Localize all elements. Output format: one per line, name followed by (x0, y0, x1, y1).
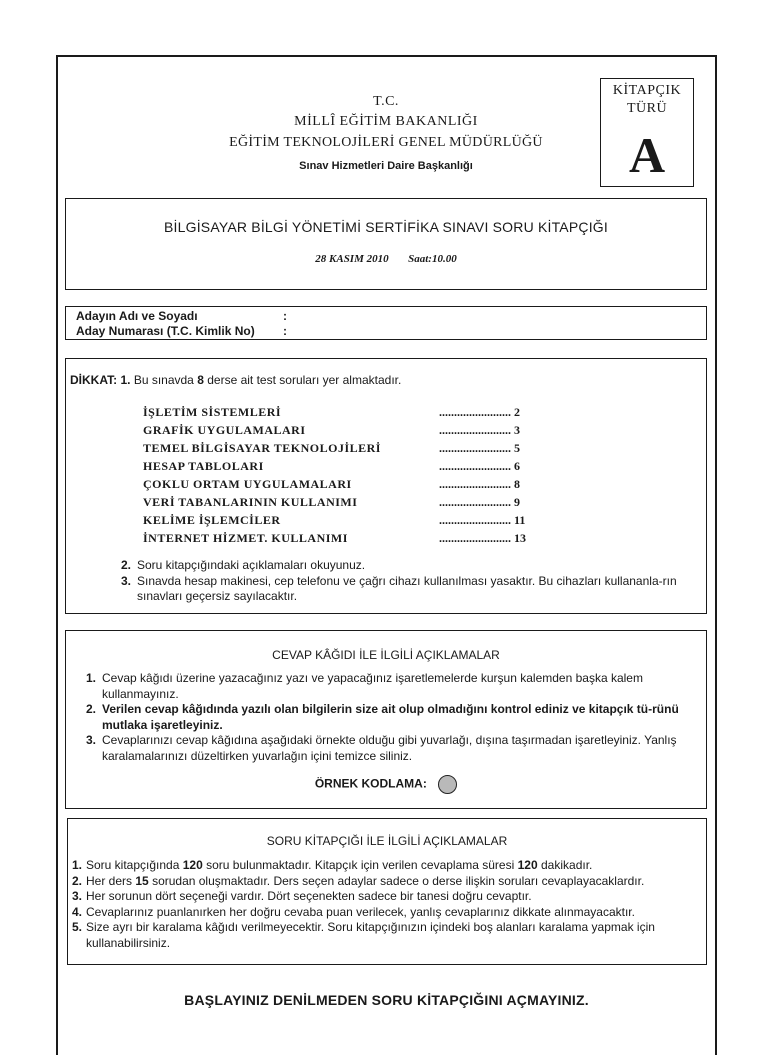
example-coding (66, 775, 706, 794)
footer-warning: BAŞLAYINIZ DENİLMEDEN SORU KİTAPÇIĞINI AÇMAYINIZ. (184, 992, 589, 1008)
directorate-name: EĞİTİM TEKNOLOJİLERİ GENEL MÜDÜRLÜĞÜ (229, 135, 543, 150)
answer-sheet-list (86, 671, 696, 764)
header (160, 92, 612, 179)
list-item: 2. Verilen cevap kâğıdında yazılı olan bilgilerin size ait olup olmadığını kontrol ediniz ve kitapçık tü-rünü mutlaka işaretleyiniz. (86, 702, 679, 732)
example-coding-label: ÖRNEK KODLAMA: (314, 776, 427, 791)
tc-label: T.C. (373, 94, 399, 109)
dikkat-note: 2. Soru kitapçığındaki açıklamaları okuyunuz. (121, 558, 366, 572)
exam-time: Saat:10.00 (408, 253, 457, 265)
dikkat-box (65, 358, 707, 614)
answer-sheet-box (65, 630, 707, 809)
candidate-info-box (65, 306, 707, 340)
dikkat-note: 3. Sınavda hesap makinesi, cep telefonu ve çağrı cihazı kullanılması yasaktır. Bu cihazları kullananla-rın sınavları geçersiz sayılacaktır. (121, 573, 677, 603)
exam-title: BİLGİSAYAR BİLGİ YÖNETİMİ SERTİFİKA SINAVI SORU KİTAPÇIĞI (164, 219, 608, 235)
dikkat-item1-num: 1. (120, 373, 131, 387)
question-booklet-title: SORU KİTAPÇIĞI İLE İLGİLİ AÇIKLAMALAR (266, 834, 508, 848)
candidate-number-label: Aday Numarası (T.C. Kimlik No) (76, 324, 255, 338)
subject-row: KELİME İŞLEMCİLER ........................ 11 (143, 513, 526, 527)
list-item: 1. Soru kitapçığında 120 soru bulunmaktadır. Kitapçık için verilen cevaplama süresi 120 dakikadır. (72, 858, 593, 872)
dikkat-label: DİKKAT: (70, 373, 118, 387)
exam-date-time (66, 253, 706, 265)
subject-row: İNTERNET HİZMET. KULLANIMI ........................ 13 (143, 531, 526, 545)
subject-row: VERİ TABANLARININ KULLANIMI ........................ 9 (143, 495, 520, 509)
dikkat-notes (121, 558, 701, 605)
list-item: 2. Her ders 15 sorudan oluşmaktadır. Ders seçen adaylar sadece o derse ilişkin soruları cevaplayacaklardır. (72, 873, 645, 888)
exam-date: 28 KASIM 2010 (315, 253, 389, 265)
candidate-name-row (76, 308, 696, 324)
answer-sheet-title: CEVAP KÂĞIDI İLE İLGİLİ AÇIKLAMALAR (272, 648, 500, 662)
candidate-name-colon: : (283, 309, 287, 323)
booklet-type-letter: A (628, 127, 666, 183)
exam-title-box (65, 198, 707, 290)
subject-count: 8 (197, 373, 204, 387)
list-item: 3. Her sorunun dört seçeneği vardır. Dört seçenekten sadece bir tanesi doğru cevaptır. (72, 889, 532, 903)
ministry-name: MİLLÎ EĞİTİM BAKANLIĞI (294, 114, 478, 129)
candidate-name-label: Adayın Adı ve Soyadı (76, 309, 198, 323)
subject-row: GRAFİK UYGULAMALARI ........................ 3 (143, 423, 520, 437)
booklet-type-label: KİTAPÇIK TÜRÜ (612, 83, 682, 116)
candidate-number-colon: : (283, 324, 287, 338)
list-item: 5. Size ayrı bir karalama kâğıdı verilmeyecektir. Soru kitapçığınızın içindeki boş alanları karalama yapmak için kullanabilirsiniz. (72, 920, 655, 950)
list-item: 4. Cevaplarınız puanlanırken her doğru cevaba puan verilecek, yanlış cevaplarınız dikkate alınmayacaktır. (72, 904, 635, 919)
subject-row: İŞLETİM SİSTEMLERİ ........................ 2 (143, 405, 520, 419)
subject-row: TEMEL BİLGİSAYAR TEKNOLOJİLERİ ........................ 5 (143, 441, 520, 455)
subject-row: HESAP TABLOLARI ........................ 6 (143, 459, 520, 473)
department-name: Sınav Hizmetleri Daire Başkanlığı (299, 160, 473, 172)
subject-row: ÇOKLU ORTAM UYGULAMALARI ........................ 8 (143, 477, 520, 491)
question-booklet-box (67, 818, 707, 965)
candidate-number-row (76, 323, 696, 339)
list-item: 3. Cevaplarınızı cevap kâğıdına aşağıdaki örnekte olduğu gibi yuvarlağı, dışına taşırmadan işaretleyiniz. Yanlış karalamalarınızı düzeltirken yuvarlağın içini temizce siliniz. (86, 733, 677, 763)
question-booklet-list (72, 858, 702, 951)
filled-circle-icon (438, 775, 457, 794)
booklet-type-box (600, 78, 694, 187)
list-item: 1. Cevap kâğıdı üzerine yazacağınız yazı ve yapacağınız işaretlemelerde kurşun kalemden başka kalem kullanmayınız. (86, 671, 643, 701)
dikkat-intro: DİKKAT: 1. Bu sınavda 8 derse ait test soruları yer almaktadır. (70, 373, 402, 387)
